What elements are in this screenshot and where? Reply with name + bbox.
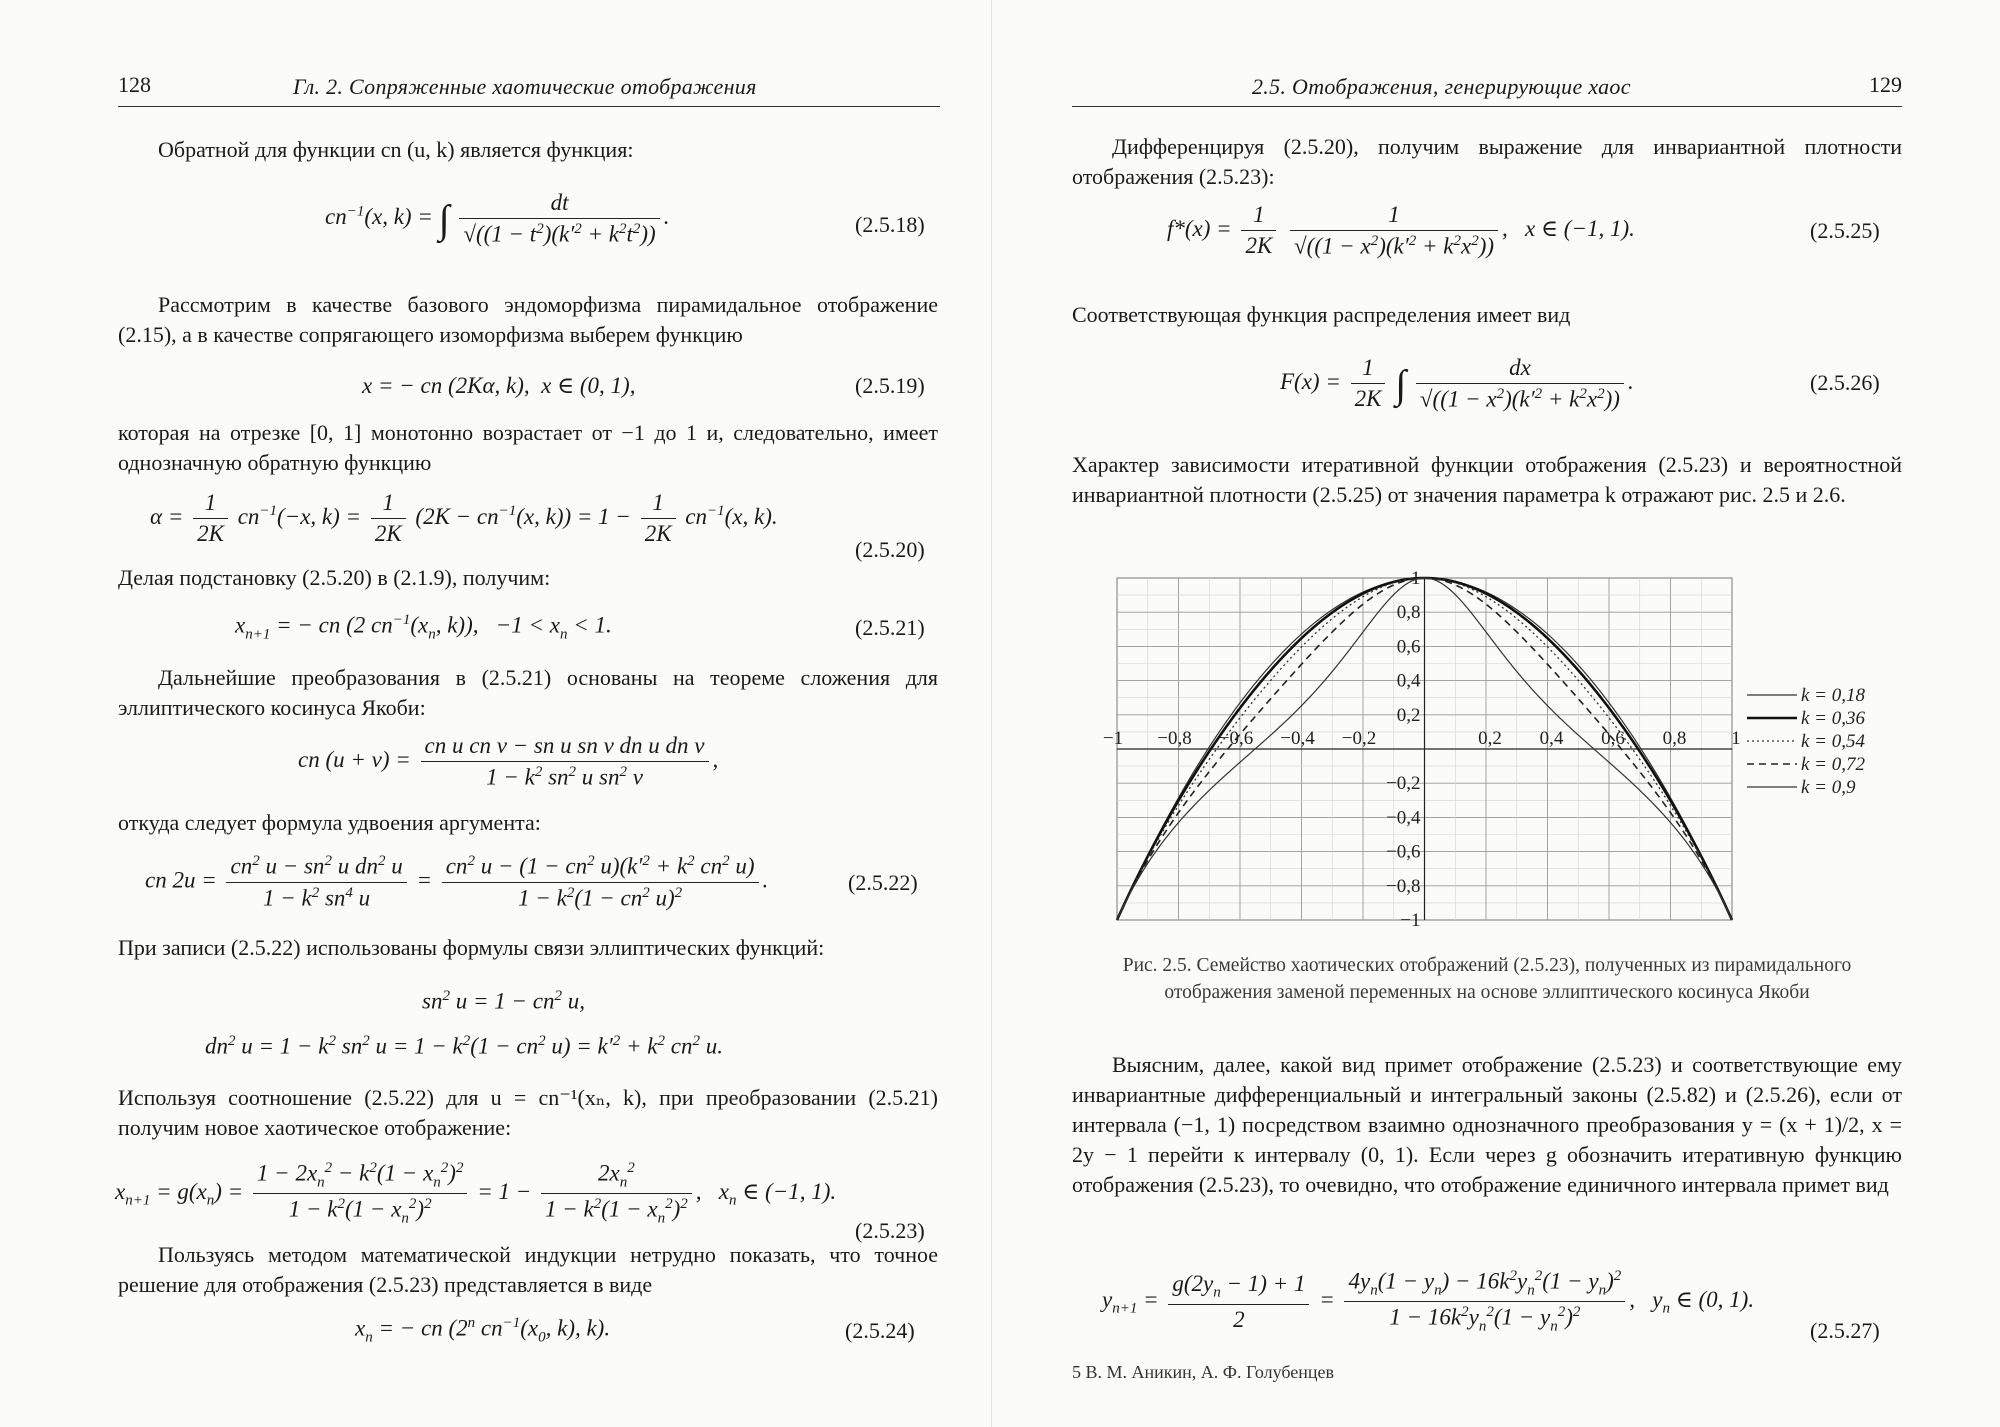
formula-2-5-25: f*(x) = $\frac{1}{2K}$ $\frac{1}{√((1 - x^2)(k'^2 + k^2x^2))}$ , x ∈ (−1, 1).	[1167, 202, 1635, 259]
left-running-head-title: Гл. 2. Сопряженные хаотические отображения	[293, 74, 757, 99]
formula-2-5-27: $y_{n+1}$ = $\frac{g(2y_n - 1) + 1}{2}$ = $\frac{4y_n(1 - y_n) - 16k^2y_n^2(1 - y_n)^2}{1 - 16k^2y_n^2(1 - y_n^2)^2}$ , $y_n$ ∈ (0, 1).	[1102, 1268, 1755, 1335]
page-footer: 5 В. М. Аникин, А. Ф. Голубенцев	[1072, 1362, 1335, 1382]
y-tick-label: −0,6	[1386, 841, 1421, 863]
paragraph: которая на отрезке [0, 1] монотонно возрастает от −1 до 1 и, следовательно, имеет однозначную обратную функцию	[118, 420, 938, 475]
paragraph: Характер зависимости итеративной функции отображения (2.5.23) и вероятностной инвариантной плотности (2.5.25) от значения параметра k отражают рис. 2.5 и 2.6.	[1072, 452, 1902, 507]
paragraph: Дальнейшие преобразования в (2.5.21) основаны на теореме сложения для эллиптического косинуса Якоби:	[118, 665, 938, 720]
y-tick-label: 0,2	[1396, 704, 1421, 726]
equation-number: (2.5.27)	[1810, 1318, 1880, 1343]
paragraph: Соответствующая функция распределения имеет вид	[1072, 302, 1571, 327]
right-page	[992, 0, 2000, 1427]
chart-legend	[1747, 685, 1866, 798]
y-tick-label: 0,4	[1396, 670, 1421, 692]
formula-sn-relation: $sn^2$ $u = 1 - cn^2$ u,	[422, 988, 585, 1014]
formula-2-5-18: $cn^{-1}(x$, k) = ∫ $\frac{dt}{√((1 - t^2)(k'^2 + k^2t^2))}$ .	[325, 190, 670, 247]
paragraph: Рассмотрим в качестве базового эндоморфизма пирамидальное отображение (2.15), а в качестве сопрягающего изоморфизма выберем функцию	[118, 292, 938, 347]
legend-label: k = 0,36	[1801, 708, 1866, 729]
equation-number: (2.5.25)	[1810, 218, 1880, 243]
x-tick-label: −0,6	[1218, 728, 1254, 749]
x-tick-label: 0,8	[1662, 728, 1687, 749]
formula-dn-relation: $dn^2$ $u = 1 - k^2$ $sn^2$ $u = 1 - k^2(1 - cn^2$ $u) = k'^2 + k^2$ $cn^2$ u.	[205, 1033, 723, 1059]
y-tick-label: 1	[1411, 568, 1421, 589]
legend-label: k = 0,18	[1801, 685, 1866, 706]
equation-number: (2.5.23)	[855, 1218, 925, 1243]
equation-number: (2.5.24)	[845, 1318, 915, 1343]
equation-number: (2.5.18)	[855, 212, 925, 237]
paragraph: При записи (2.5.22) использованы формулы связи эллиптических функций:	[118, 935, 825, 960]
formula-2-5-19: x = − cn (2Kα, k), x ∈ (0, 1),	[362, 373, 636, 398]
formula-2-5-20: α = $\frac{1}{2K}$ $cn^{-1}(-x$, k) = $\frac{1}{2K}$ ($2K - cn^{-1}(x$, k)) = 1 − $\frac{1}{2K}$ $cn^{-1}(x$, k).	[150, 490, 778, 546]
equation-number: (2.5.19)	[855, 373, 925, 398]
x-tick-label: 0,4	[1539, 728, 1564, 749]
formula-addition-theorem: cn (u + v) = $\frac{\text{cn u cn v − sn u sn v dn u dn v}}{1 - k^2 sn^2 u sn^2 v}$ ,	[298, 733, 719, 790]
y-tick-label: 0,6	[1396, 636, 1421, 658]
x-tick-label: −0,4	[1280, 728, 1315, 749]
left-running-header	[118, 72, 940, 107]
equation-number: (2.5.21)	[855, 615, 925, 640]
paragraph: Делая подстановку (2.5.20) в (2.1.9), получим:	[118, 565, 551, 590]
left-page	[0, 0, 992, 1427]
x-tick-label: 0,2	[1478, 728, 1502, 749]
right-running-head-title: 2.5. Отображения, генерирующие хаос	[1252, 74, 1631, 99]
x-tick-label: −1	[1102, 728, 1124, 749]
paragraph: Пользуясь методом математической индукции нетрудно показать, что точное решение для отображения (2.5.23) представляется в виде	[118, 1242, 938, 1297]
formula-2-5-22: cn 2u = $\frac{cn^2 u - sn^2 u dn^2 u}{1 - k^2 sn^4 u}$ = $\frac{cn^2 u - (1 - cn^2 u)(k'^2 + k^2 cn^2 u)}{1 - k^2(1 - cn^2 u)^2}$ .	[145, 853, 769, 911]
equation-number: (2.5.20)	[855, 537, 925, 562]
formula-2-5-21: $x_{n+1}$ = − cn (2 $cn^{-1}(x_n$, k)), $-1 < x_n < 1$.	[235, 612, 612, 643]
legend-label: k = 0,54	[1801, 731, 1866, 752]
legend-label: k = 0,72	[1801, 754, 1866, 775]
figure-caption: Рис. 2.5. Семейство хаотических отображений (2.5.23), полученных из пирамидального отображения заменой переменных на основе эллиптического косинуса Якоби	[1122, 955, 1852, 1003]
paragraph: откуда следует формула удвоения аргумента:	[118, 810, 541, 835]
right-page-number: 129	[1869, 72, 1902, 97]
left-page-number: 128	[118, 72, 151, 97]
x-tick-label: −0,2	[1341, 728, 1377, 749]
equation-number: (2.5.22)	[848, 870, 918, 895]
x-tick-label: 1	[1731, 728, 1741, 749]
formula-2-5-24: $x_n$ = − cn (2$^n$ $cn^{-1}(x_0$, k), k).	[355, 1315, 611, 1346]
formula-2-5-26: F(x) = $\frac{1}{2K}$ ∫ $\frac{dx}{√((1 - x^2)(k'^2 + k^2x^2))}$ .	[1280, 355, 1634, 412]
y-tick-label: −0,4	[1386, 807, 1421, 829]
paragraph: Выясним, далее, какой вид примет отображение (2.5.23) и соответствующие ему инвариантные дифференциальный и интегральный законы (2.5.82) и (2.5.26), если от интервала (−1, 1) посредством взаимно однозначного преобразования y = (x + 1)/2, x = 2y − 1 перейти к интервалу (0, 1). Если через g обозначить итеративную функцию отображения (2.5.23), то очевидно, что отображение единичного интервала примет вид	[1072, 1052, 1902, 1197]
figure-2-5-chart	[1102, 568, 1897, 935]
y-tick-label: 0,8	[1396, 602, 1421, 624]
x-tick-label: −0,8	[1157, 728, 1192, 749]
paragraph: Используя соотношение (2.5.22) для u = cn⁻¹(xₙ, k), при преобразовании (2.5.21) получим новое хаотическое отображение:	[118, 1085, 938, 1140]
equation-number: (2.5.26)	[1810, 370, 1880, 395]
formula-2-5-23: $x_{n+1} = g(x_n)$ = $\frac{1 - 2x_n^2 - k^2(1 - x_n^2)^2}{1 - k^2(1 - x_n^2)^2}$ = 1 − $\frac{2x_n^2}{1 - k^2(1 - x_n^2)^2}$ , $x_n$ ∈ (−1, 1).	[115, 1160, 837, 1227]
y-tick-label: −0,2	[1386, 773, 1421, 795]
y-tick-label: −1	[1400, 910, 1421, 931]
right-running-header	[1072, 72, 1902, 107]
y-tick-label: −0,8	[1386, 875, 1421, 897]
paragraph: Дифференцируя (2.5.20), получим выражение для инвариантной плотности отображения (2.5.23):	[1072, 134, 1902, 189]
legend-label: k = 0,9	[1801, 777, 1856, 798]
paragraph: Обратной для функции cn (u, k) является функция:	[158, 137, 634, 162]
x-tick-label: 0,6	[1601, 728, 1625, 749]
